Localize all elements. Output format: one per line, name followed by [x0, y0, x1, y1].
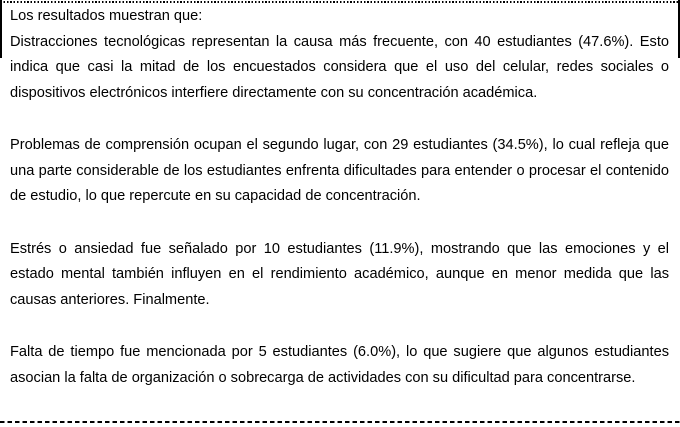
paragraph-falta-tiempo: Falta de tiempo fue mencionada por 5 estudiantes (6.0%), lo que sugiere que algunos estudiantes asocian la falta de organización o sobrecarga de actividades con su dificultad para concentrarse.: [10, 344, 669, 386]
paragraph-problemas-comprension: Problemas de comprensión ocupan el segundo lugar, con 29 estudiantes (34.5%), lo cual refleja que una parte considerable de los estudiantes enfrenta dificultades para entender o procesar el contenido de estudio, lo que repercute en su capacidad de concentración.: [10, 137, 669, 204]
intro-line: Los resultados muestran que:: [10, 8, 203, 24]
paragraph-estres-ansiedad: Estrés o ansiedad fue señalado por 10 estudiantes (11.9%), mostrando que las emociones y el estado mental también influyen en el rendimiento académico, aunque en menor medida que las causas anteriores. Finalmente.: [10, 240, 669, 308]
left-border-segment: [0, 0, 2, 58]
paragraph-distracciones-tecnologicas: Distracciones tecnológicas representan la causa más frecuente, con 40 estudiantes (47.6%). Esto indica que casi la mitad de los encuestados considera que el uso del celular, redes sociales o dispositivos electrónicos interfiere directamente con su concentración académica.: [10, 33, 669, 101]
top-dotted-border: [0, 1, 680, 3]
bottom-dashed-border: [0, 421, 680, 423]
results-text-block: [10, 4, 669, 391]
